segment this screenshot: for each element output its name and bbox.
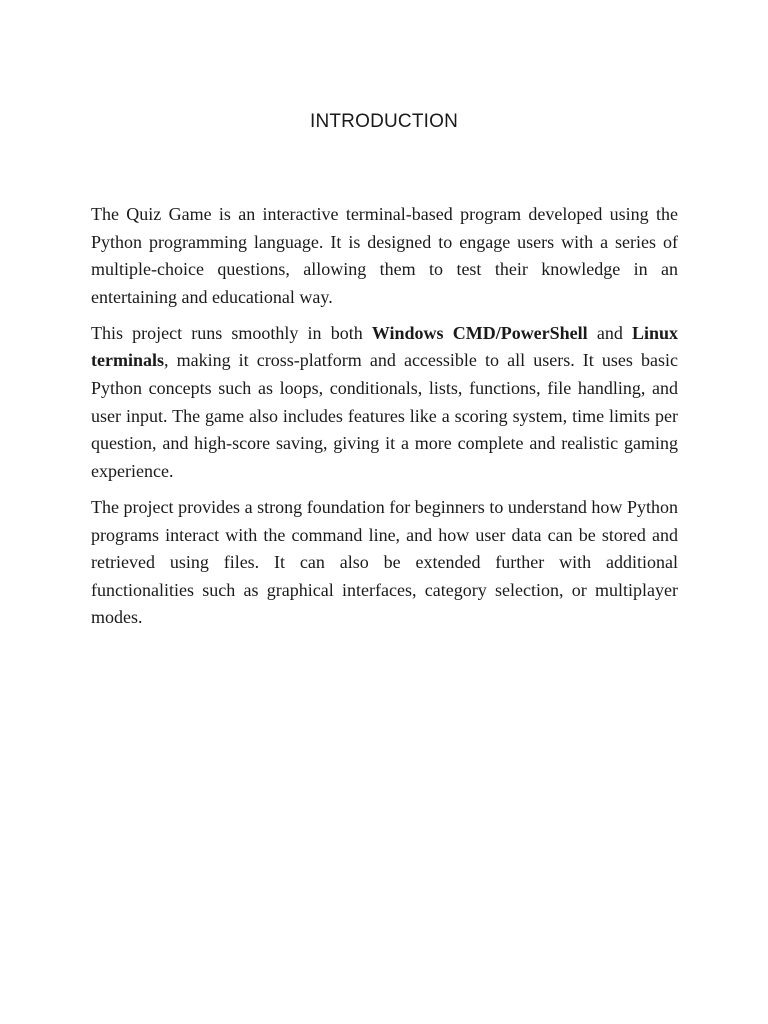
paragraph-1: The Quiz Game is an interactive terminal-based program developed using the Python programming language. It is designed to engage users with a series of multiple-choice questions, allowing them to test their knowledge in an entertaining and educational way. [91, 204, 678, 307]
bold-windows-cmd: Windows CMD/PowerShell [371, 322, 588, 343]
paragraph-2-text-3: , making it cross-platform and accessible to all users. It uses basic Python concepts such as loops, conditionals, lists, functions, file handling, and user input. The game also includes features like a scoring system, time limits per question, and high-score saving, giving it a more complete and realistic gaming experience. [91, 350, 678, 481]
paragraph-2-text-2: and [587, 322, 632, 343]
body-text [91, 201, 678, 640]
paragraph-3: The project provides a strong foundation for beginners to understand how Python programs interact with the command line, and how user data can be stored and retrieved using files. It can also be extended further with additional functionalities such as graphical interfaces, category selection, or multiplayer modes. [91, 496, 678, 628]
bold-linux-terminals: Linux terminals [91, 322, 678, 371]
paragraph-2 [91, 320, 678, 486]
paragraph-2-text-1: This project runs smoothly in both [91, 322, 372, 343]
page-title: INTRODUCTION [309, 111, 459, 132]
